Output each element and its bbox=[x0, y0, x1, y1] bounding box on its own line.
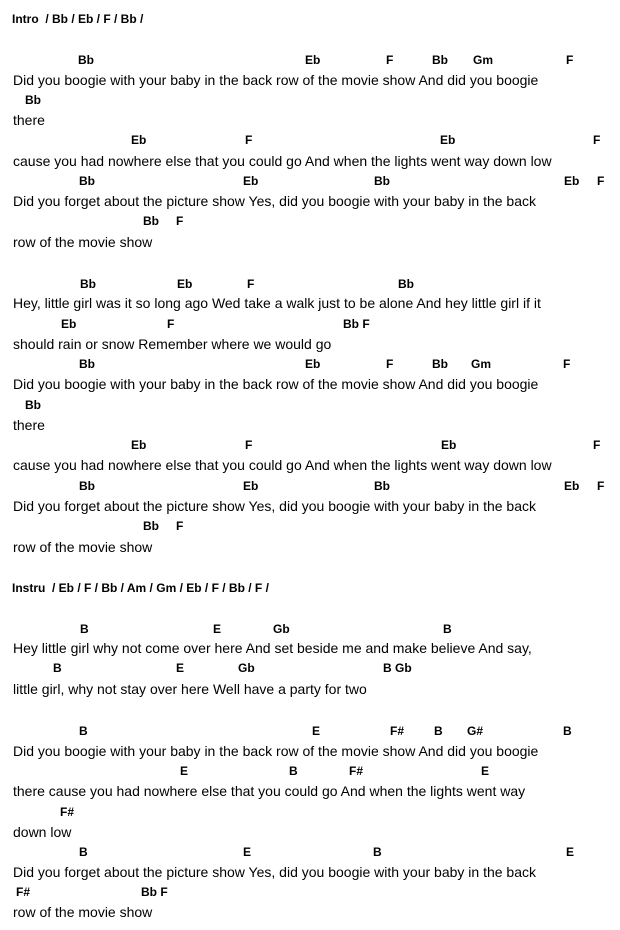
chord-symbol: Bb bbox=[432, 53, 448, 67]
lyric-line: Did you boogie with your baby in the back row of the movie show And did you boogie bbox=[13, 743, 539, 759]
chord-symbol: Bb bbox=[78, 53, 94, 67]
lyric-line: row of the movie show bbox=[13, 539, 153, 555]
chord-symbol: F bbox=[245, 438, 253, 452]
lyric-line: there bbox=[13, 112, 45, 128]
chord-symbol: F# bbox=[349, 764, 364, 778]
chord-symbol: Bb F bbox=[141, 885, 168, 899]
chord-symbol: E bbox=[481, 764, 490, 778]
chord-symbol: B bbox=[80, 622, 89, 636]
lyric-line: Hey little girl why not come over here And set beside me and make believe And say, bbox=[13, 640, 532, 656]
chord-symbol: F bbox=[176, 214, 184, 228]
chord-symbol: Bb bbox=[374, 479, 390, 493]
lyric-line: row of the movie show bbox=[13, 904, 153, 920]
chord-symbol: Eb bbox=[61, 317, 77, 331]
chord-symbol: Bb bbox=[143, 519, 159, 533]
chord-symbol: F bbox=[176, 519, 184, 533]
chord-symbol: Eb bbox=[440, 133, 456, 147]
chord-symbol: B bbox=[53, 661, 62, 675]
chord-symbol: Eb bbox=[305, 53, 321, 67]
chord-symbol: Bb bbox=[79, 357, 95, 371]
chord-symbol: Eb bbox=[564, 479, 580, 493]
lyric-line: there bbox=[13, 417, 45, 433]
chord-symbol: Gm bbox=[473, 53, 494, 67]
chord-symbol: E bbox=[566, 845, 575, 859]
chord-symbol: E bbox=[176, 661, 185, 675]
chord-symbol: G# bbox=[467, 724, 484, 738]
lyric-line: row of the movie show bbox=[13, 234, 153, 250]
chord-symbol: E bbox=[180, 764, 189, 778]
chord-symbol: B bbox=[373, 845, 382, 859]
lyric-line: Did you boogie with your baby in the back row of the movie show And did you boogie bbox=[13, 72, 539, 88]
lyric-line: Did you forget about the picture show Yes, did you boogie with your baby in the back bbox=[13, 864, 537, 880]
chord-symbol: B bbox=[79, 724, 88, 738]
chord-symbol: F bbox=[167, 317, 175, 331]
lyric-line: little girl, why not stay over here Well have a party for two bbox=[13, 681, 367, 697]
chord-symbol: F bbox=[593, 438, 601, 452]
chord-symbol: Bb bbox=[79, 174, 95, 188]
lyric-line: cause you had nowhere else that you could go And when the lights went way down low bbox=[13, 457, 552, 473]
chord-symbol: F bbox=[386, 357, 394, 371]
chord-symbol: F# bbox=[16, 885, 31, 899]
chord-symbol: F bbox=[597, 479, 605, 493]
lyric-line: Did you forget about the picture show Yes, did you boogie with your baby in the back bbox=[13, 498, 537, 514]
intro-progression: Intro / Bb / Eb / F / Bb / bbox=[12, 12, 144, 26]
chord-symbol: Bb bbox=[79, 479, 95, 493]
chord-symbol: Bb bbox=[374, 174, 390, 188]
chord-symbol: B bbox=[434, 724, 443, 738]
chord-symbol: Bb bbox=[143, 214, 159, 228]
chord-symbol: B bbox=[79, 845, 88, 859]
chord-symbol: F bbox=[563, 357, 571, 371]
chord-symbol: F bbox=[386, 53, 394, 67]
chord-symbol: F bbox=[597, 174, 605, 188]
chord-symbol: B Gb bbox=[383, 661, 412, 675]
chord-symbol: Gb bbox=[273, 622, 290, 636]
chord-symbol: E bbox=[213, 622, 222, 636]
chord-symbol: F# bbox=[60, 805, 75, 819]
chord-symbol: Eb bbox=[441, 438, 457, 452]
chord-symbol: Eb bbox=[243, 479, 259, 493]
chord-symbol: Bb bbox=[25, 93, 41, 107]
chord-symbol: Eb bbox=[131, 438, 147, 452]
chord-symbol: Eb bbox=[177, 277, 193, 291]
chord-symbol: Eb bbox=[305, 357, 321, 371]
chord-symbol: Bb F bbox=[343, 317, 370, 331]
lyric-line: Did you boogie with your baby in the back row of the movie show And did you boogie bbox=[13, 376, 539, 392]
chord-symbol: F bbox=[245, 133, 253, 147]
chord-symbol: Bb bbox=[80, 277, 96, 291]
chord-symbol: F bbox=[566, 53, 574, 67]
lyric-line: Hey, little girl was it so long ago Wed take a walk just to be alone And hey little girl if it bbox=[13, 295, 541, 311]
chord-symbol: Eb bbox=[243, 174, 259, 188]
chord-symbol: Bb bbox=[432, 357, 448, 371]
lyric-line: Did you forget about the picture show Yes, did you boogie with your baby in the back bbox=[13, 193, 537, 209]
lyric-line: down low bbox=[13, 824, 72, 840]
chord-symbol: Gb bbox=[238, 661, 255, 675]
lyric-line: cause you had nowhere else that you could go And when the lights went way down low bbox=[13, 153, 552, 169]
instrumental-progression: Instru / Eb / F / Bb / Am / Gm / Eb / F / Bb / F / bbox=[12, 581, 269, 595]
chord-symbol: B bbox=[443, 622, 452, 636]
chord-symbol: E bbox=[312, 724, 321, 738]
chord-symbol: E bbox=[243, 845, 252, 859]
lyric-line: should rain or snow Remember where we would go bbox=[13, 336, 332, 352]
lyric-line: there cause you had nowhere else that you could go And when the lights went way bbox=[13, 783, 526, 799]
chord-symbol: F bbox=[247, 277, 255, 291]
chord-symbol: Eb bbox=[564, 174, 580, 188]
chord-symbol: Bb bbox=[398, 277, 414, 291]
chord-symbol: Eb bbox=[131, 133, 147, 147]
chord-symbol: B bbox=[289, 764, 298, 778]
chord-symbol: F bbox=[593, 133, 601, 147]
chord-symbol: Bb bbox=[25, 398, 41, 412]
chord-symbol: Gm bbox=[471, 357, 492, 371]
chord-symbol: B bbox=[563, 724, 572, 738]
chord-symbol: F# bbox=[390, 724, 405, 738]
